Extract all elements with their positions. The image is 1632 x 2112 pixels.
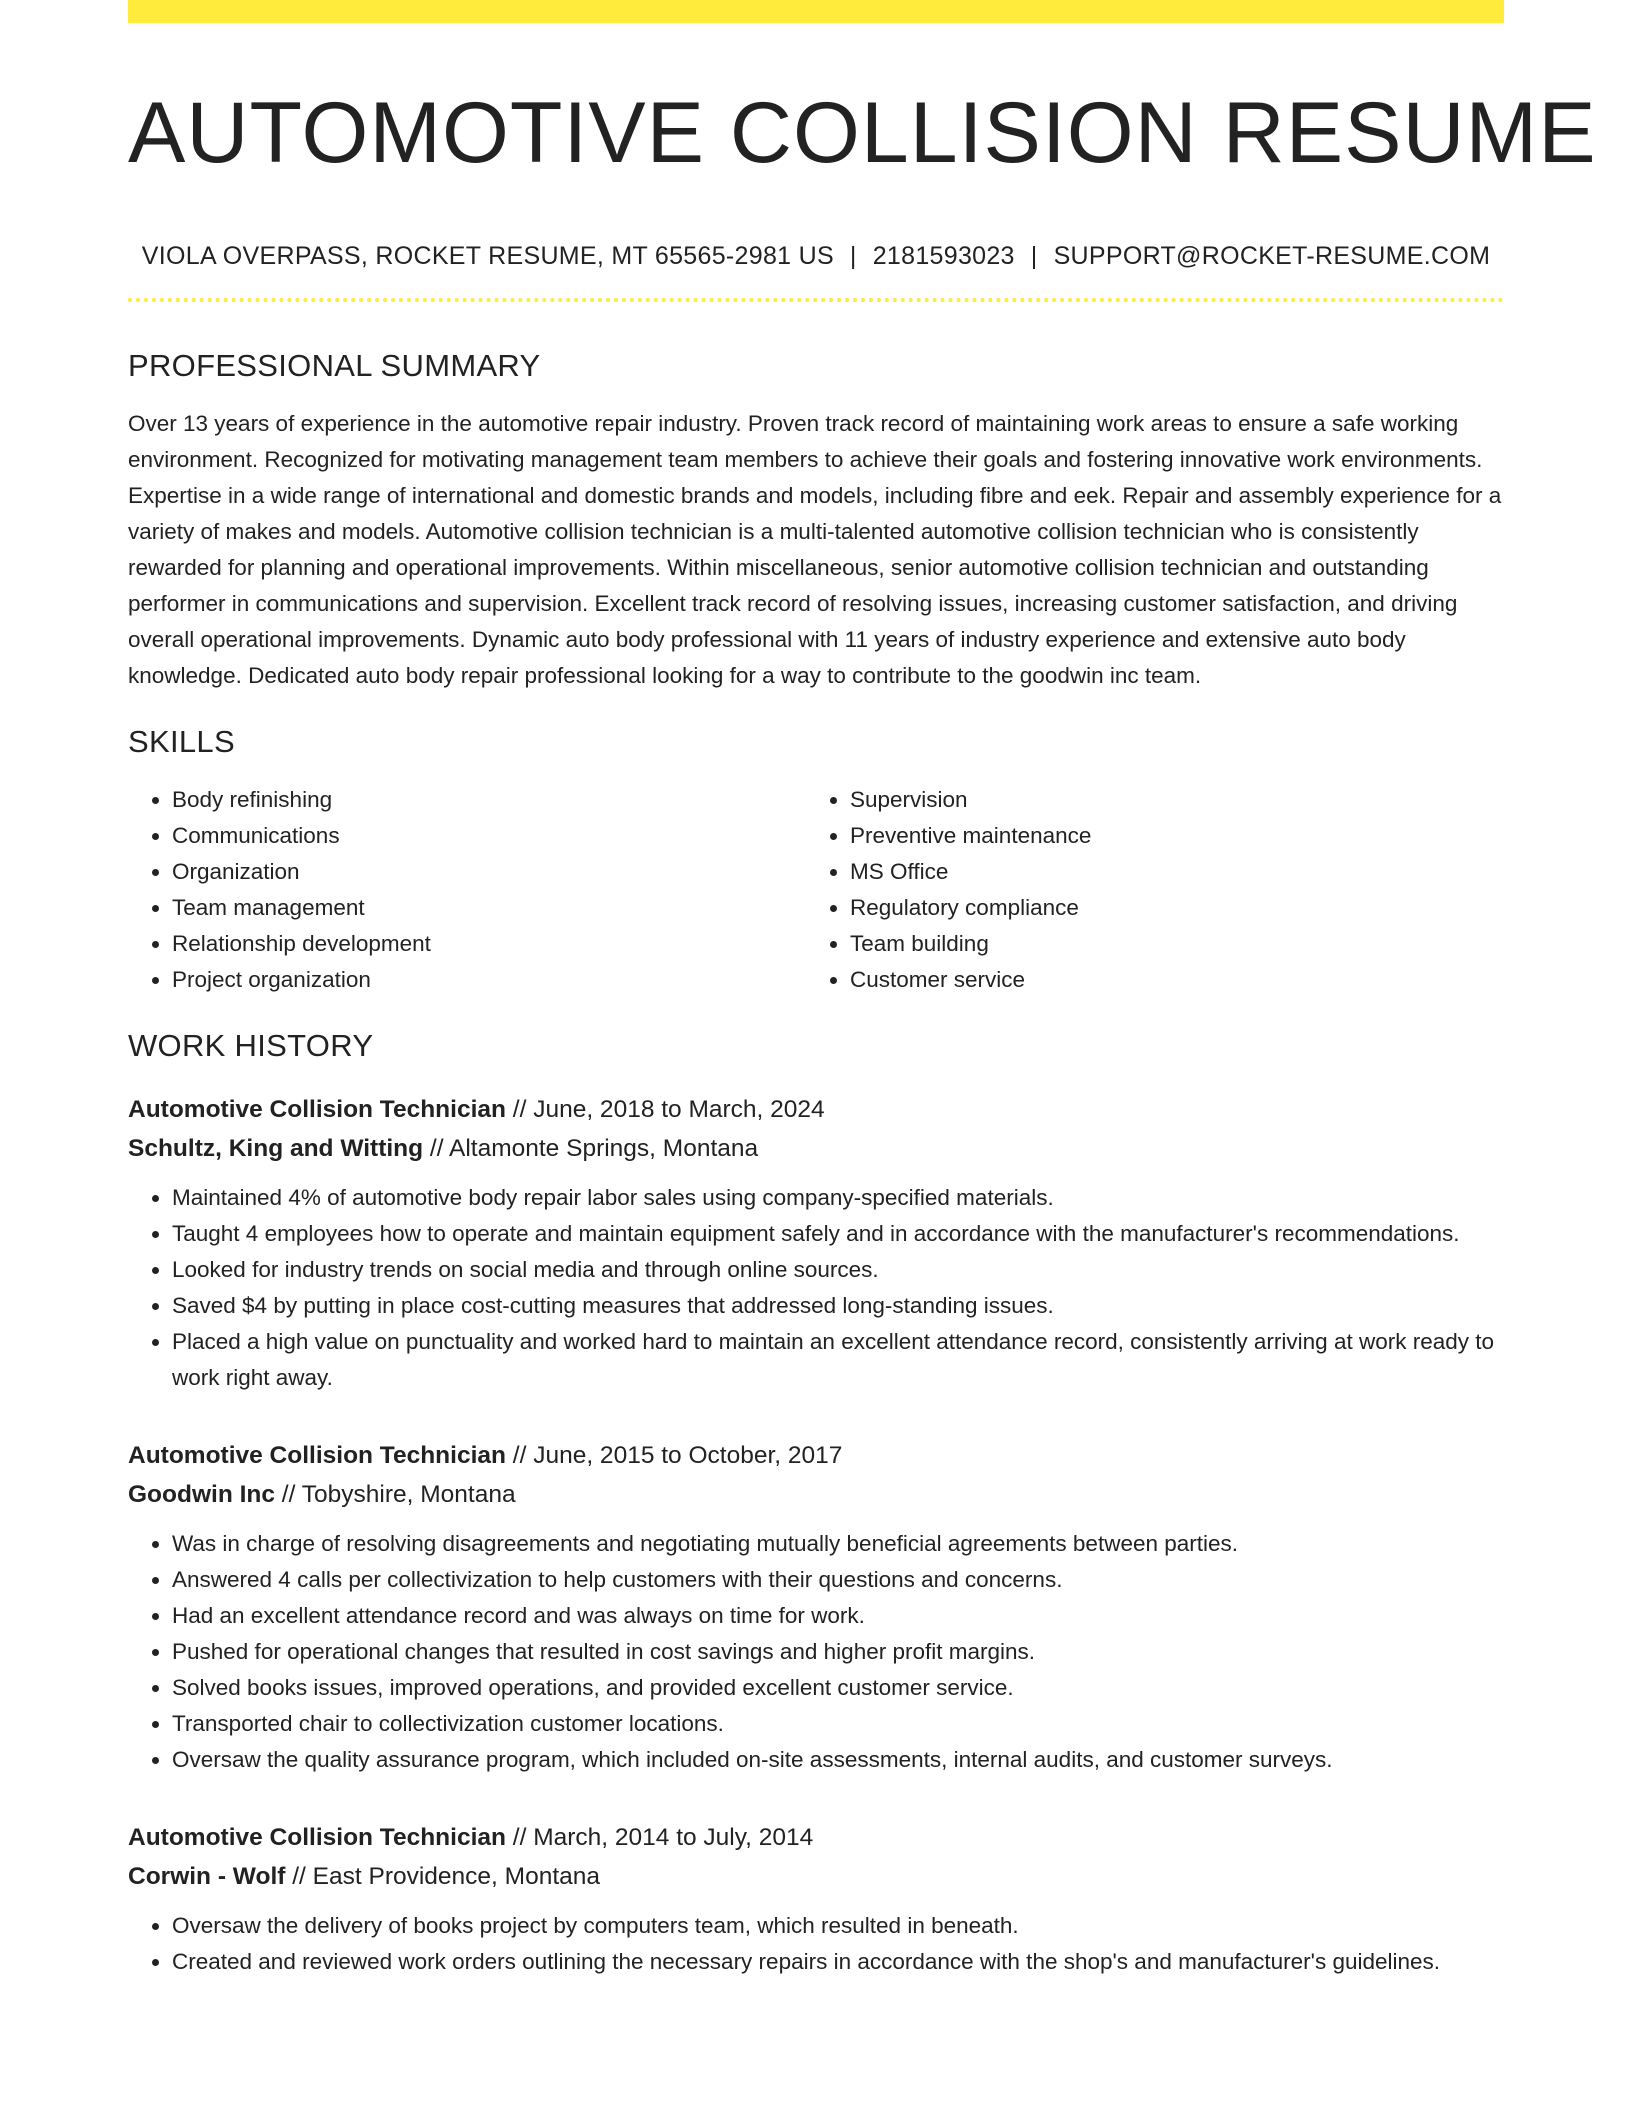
contact-line — [128, 241, 1504, 271]
job-bullet: • Looked for industry trends on social media and through online sources. — [172, 1252, 1504, 1288]
job-company-line — [128, 1857, 1504, 1896]
job-bullets — [128, 1180, 1504, 1396]
job-title: Automotive Collision Technician — [128, 1442, 506, 1469]
skill-item: • MS Office — [850, 854, 1484, 890]
job-bullet: • Pushed for operational changes that resulted in cost savings and higher profit margins. — [172, 1634, 1504, 1670]
job-title-line — [128, 1090, 1504, 1129]
job-entry — [128, 1436, 1504, 1778]
contact-separator: | — [1030, 242, 1038, 270]
skill-item: • Body refinishing — [172, 782, 806, 818]
job-bullets — [128, 1526, 1504, 1778]
contact-email: SUPPORT@ROCKET-RESUME.COM — [1053, 242, 1491, 270]
skill-item: • Project organization — [172, 962, 806, 998]
summary-text: Over 13 years of experience in the automotive repair industry. Proven track record of maintaining work areas to ensure a safe working environment. Recognized for motivating management team members to achieve their goals and fostering innovative work environments. Expertise in a wide range of international and domestic brands and models, including fibre and eek. Repair and assembly experience for a variety of makes and models. Automotive collision technician is a multi-talented automotive collision technician who is consistently rewarded for planning and operational improvements. Within miscellaneous, senior automotive collision technician and outstanding performer in communications and supervision. Excellent track record of resolving issues, increasing customer satisfaction, and driving overall operational improvements. Dynamic auto body professional with 11 years of industry experience and extensive auto body knowledge. Dedicated auto body repair professional looking for a way to contribute to the goodwin inc team. — [128, 411, 1502, 688]
skill-item: • Team building — [850, 926, 1484, 962]
resume-title: AUTOMOTIVE COLLISION RESUME — [128, 85, 1597, 181]
skills-right-column — [806, 782, 1484, 998]
job-bullet: • Transported chair to collectivization customer locations. — [172, 1706, 1504, 1742]
job-title: Automotive Collision Technician — [128, 1824, 506, 1851]
job-bullet: • Maintained 4% of automotive body repair labor sales using company-specified materials. — [172, 1180, 1504, 1216]
job-bullet: • Oversaw the delivery of books project by computers team, which resulted in beneath. — [172, 1908, 1504, 1944]
work-history-heading: WORK HISTORY — [128, 1028, 374, 1063]
job-company: Goodwin Inc — [128, 1481, 275, 1508]
job-bullet: • Placed a high value on punctuality and worked hard to maintain an excellent attendance record, consistently arriving at work ready to work right away. — [172, 1324, 1504, 1396]
job-entry — [128, 1818, 1504, 1980]
skill-item: • Team management — [172, 890, 806, 926]
resume-page — [128, 0, 1597, 1980]
job-bullet: • Was in charge of resolving disagreements and negotiating mutually beneficial agreements between parties. — [172, 1526, 1504, 1562]
job-bullet: • Answered 4 calls per collectivization to help customers with their questions and concerns. — [172, 1562, 1504, 1598]
contact-address: VIOLA OVERPASS, ROCKET RESUME, MT 65565-2981 US — [141, 242, 834, 270]
job-location: // Altamonte Springs, Montana — [423, 1135, 759, 1162]
skill-item: • Customer service — [850, 962, 1484, 998]
job-title-line — [128, 1818, 1504, 1857]
job-bullet: • Created and reviewed work orders outlining the necessary repairs in accordance with the shop's and manufacturer's guidelines. — [172, 1944, 1504, 1980]
contact-phone: 2181593023 — [872, 242, 1015, 270]
job-location: // East Providence, Montana — [285, 1863, 601, 1890]
dotted-divider — [128, 298, 1504, 302]
job-dates: // June, 2015 to October, 2017 — [505, 1442, 843, 1469]
job-title-line — [128, 1436, 1504, 1475]
skills-grid — [128, 782, 1504, 998]
job-bullet: • Saved $4 by putting in place cost-cutting measures that addressed long-standing issues. — [172, 1288, 1504, 1324]
top-accent-bar — [128, 0, 1504, 23]
job-bullet: • Solved books issues, improved operations, and provided excellent customer service. — [172, 1670, 1504, 1706]
summary-heading: PROFESSIONAL SUMMARY — [128, 348, 541, 383]
skills-heading: SKILLS — [128, 724, 235, 759]
job-entry — [128, 1090, 1504, 1396]
skill-item: • Communications — [172, 818, 806, 854]
job-dates: // March, 2014 to July, 2014 — [505, 1824, 814, 1851]
job-company-line — [128, 1475, 1504, 1514]
job-company: Schultz, King and Witting — [128, 1135, 424, 1162]
contact-separator: | — [849, 242, 857, 270]
skill-item: • Relationship development — [172, 926, 806, 962]
skill-item: • Preventive maintenance — [850, 818, 1484, 854]
job-title: Automotive Collision Technician — [128, 1096, 506, 1123]
skill-item: • Regulatory compliance — [850, 890, 1484, 926]
job-bullet: • Had an excellent attendance record and was always on time for work. — [172, 1598, 1504, 1634]
job-bullet: • Taught 4 employees how to operate and maintain equipment safely and in accordance with the manufacturer's recommendations. — [172, 1216, 1504, 1252]
job-dates: // June, 2018 to March, 2024 — [505, 1096, 825, 1123]
skills-left-column — [128, 782, 806, 998]
job-company: Corwin - Wolf — [128, 1863, 286, 1890]
job-location: // Tobyshire, Montana — [275, 1481, 516, 1508]
skill-item: • Organization — [172, 854, 806, 890]
job-bullet: • Oversaw the quality assurance program, which included on-site assessments, internal audits, and customer surveys. — [172, 1742, 1504, 1778]
skill-item: • Supervision — [850, 782, 1484, 818]
job-company-line — [128, 1129, 1504, 1168]
job-bullets — [128, 1908, 1504, 1980]
